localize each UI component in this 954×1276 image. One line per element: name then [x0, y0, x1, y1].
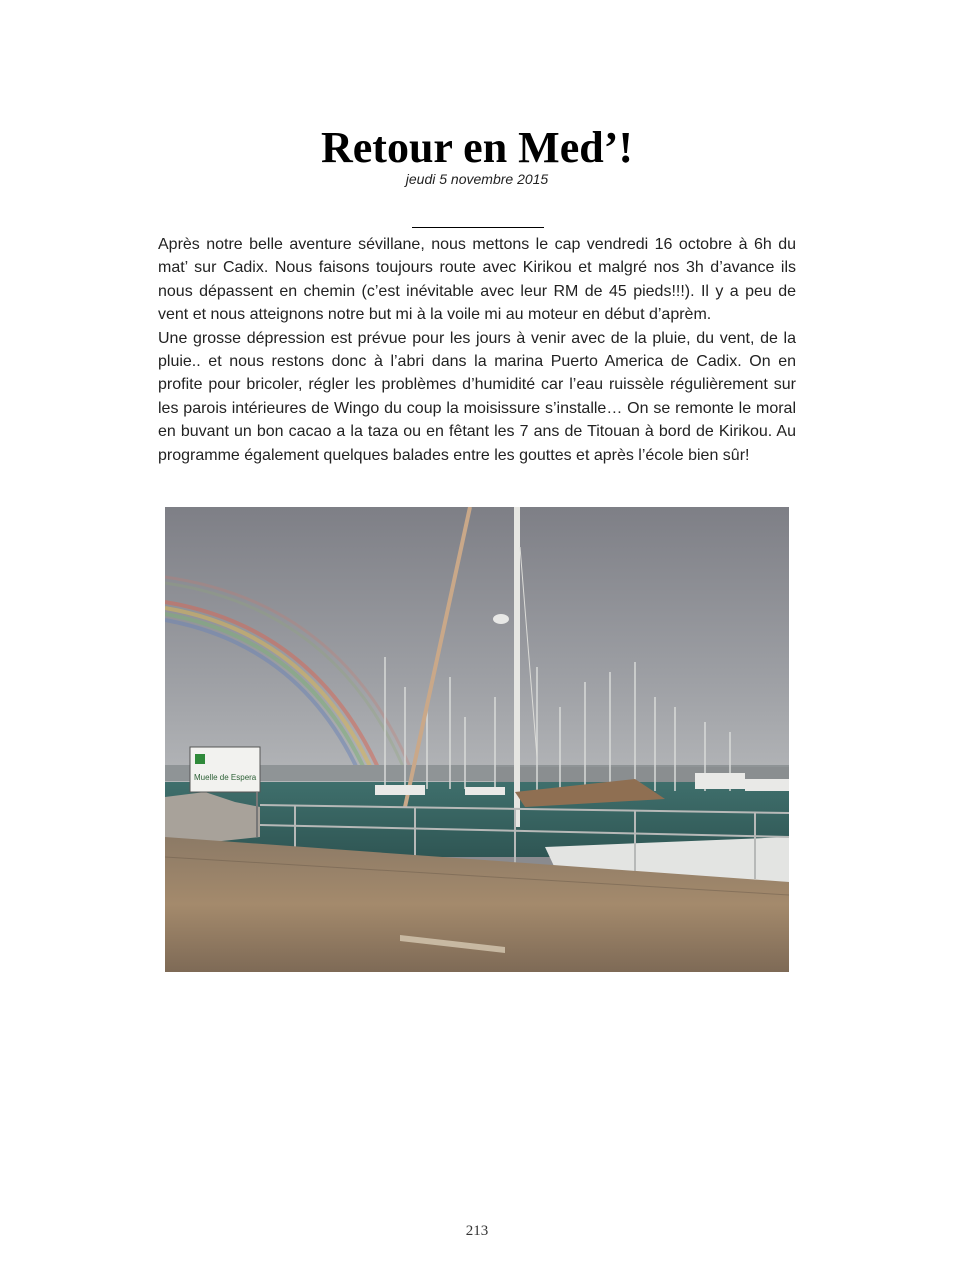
- article-paragraph: Après notre belle aventure sévillane, nous mettons le cap vendredi 16 octobre à 6h du mat’ sur Cadix. Nous faisons toujours route avec Kirikou et malgré nos 3h d’avance ils nous dépassent en chemin (c’est inévitable avec leur RM de 45 pieds!!!). Il y a peu de vent et nous atteignons notre but mi à la voile mi au moteur en début d’aprèm.: [158, 236, 796, 324]
- page-title: Retour en Med’!: [321, 123, 633, 172]
- article-body: [158, 233, 796, 467]
- title-divider: [412, 227, 544, 228]
- article-paragraph: Une grosse dépression est prévue pour les jours à venir avec de la pluie, du vent, de la pluie.. et nous restons donc à l’abri dans la marina Puerto America de Cadix. On en profite pour bricoler, régler les problèmes d’humidité car l’eau ruissèle régulièrement sur les parois intérieures de Wingo du coup la moisissure s’installe… On se remonte le moral en buvant un bon cacao a la taza ou en fêtant les 7 ans de Titouan à bord de Kirikou. Au programme également quelques balades entre les gouttes et après l’école bien sûr!: [158, 329, 796, 464]
- page-number: 213: [465, 1223, 489, 1239]
- post-date: jeudi 5 novembre 2015: [405, 171, 549, 187]
- sign-text: Muelle de Espera: [194, 773, 257, 782]
- marina-rainbow-photo: [165, 507, 789, 972]
